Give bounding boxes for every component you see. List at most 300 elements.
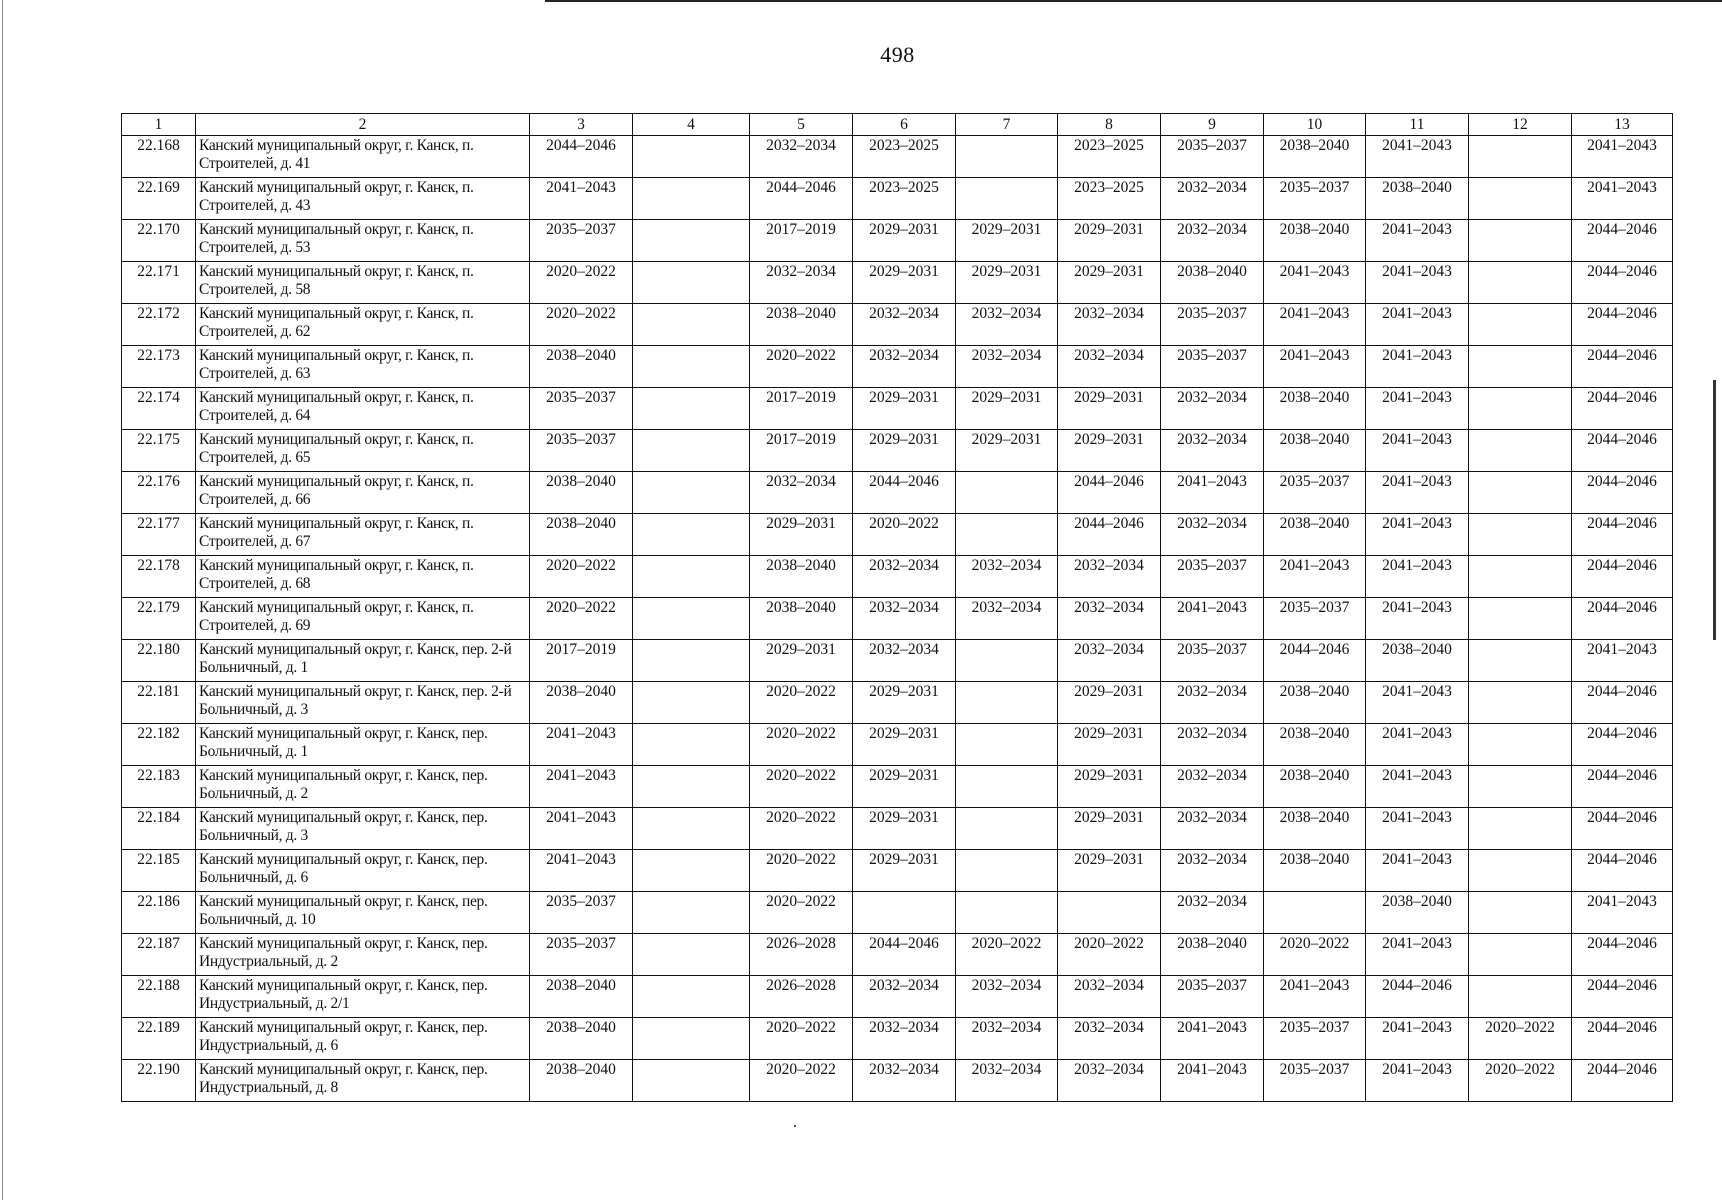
table-row: [122, 766, 1673, 808]
period-cell-col-3: 2038–2040: [530, 1060, 633, 1102]
period-cell-col-4: [633, 850, 750, 892]
period-cell-col-5: 2017–2019: [750, 430, 853, 472]
period-cell-col-9: 2041–2043: [1161, 1060, 1264, 1102]
period-cell-col-10: 2041–2043: [1264, 976, 1366, 1018]
period-cell-col-9: 2032–2034: [1161, 514, 1264, 556]
row-number-cell: 22.188: [122, 976, 196, 1018]
period-cell-col-11: 2038–2040: [1366, 178, 1469, 220]
period-cell-col-7: [956, 178, 1058, 220]
column-header-9: 9: [1161, 114, 1264, 136]
table-row: [122, 1060, 1673, 1102]
period-cell-col-11: 2041–2043: [1366, 514, 1469, 556]
table-row: [122, 640, 1673, 682]
row-number-cell: 22.190: [122, 1060, 196, 1102]
period-cell-col-13: 2044–2046: [1572, 1060, 1673, 1102]
period-cell-col-7: 2020–2022: [956, 934, 1058, 976]
period-cell-col-12: [1469, 598, 1572, 640]
period-cell-col-12: [1469, 514, 1572, 556]
period-cell-col-12: [1469, 346, 1572, 388]
period-cell-col-5: 2020–2022: [750, 682, 853, 724]
column-header-13: 13: [1572, 114, 1673, 136]
period-cell-col-3: 2035–2037: [530, 934, 633, 976]
period-cell-col-6: 2032–2034: [853, 1018, 956, 1060]
row-number-cell: 22.182: [122, 724, 196, 766]
row-number-cell: 22.185: [122, 850, 196, 892]
period-cell-col-9: 2035–2037: [1161, 556, 1264, 598]
period-cell-col-10: 2038–2040: [1264, 850, 1366, 892]
address-cell: Канский муниципальный округ, г. Канск, п. Строителей, д. 67: [196, 514, 530, 556]
period-cell-col-7: [956, 766, 1058, 808]
period-cell-col-13: 2044–2046: [1572, 304, 1673, 346]
table-row: [122, 934, 1673, 976]
period-cell-col-4: [633, 472, 750, 514]
period-cell-col-11: 2041–2043: [1366, 934, 1469, 976]
scan-edge-line: [2, 0, 3, 1200]
period-cell-col-6: 2029–2031: [853, 724, 956, 766]
period-cell-col-12: [1469, 220, 1572, 262]
table-row: [122, 1018, 1673, 1060]
period-cell-col-8: 2044–2046: [1058, 514, 1161, 556]
period-cell-col-5: 2032–2034: [750, 262, 853, 304]
row-number-cell: 22.179: [122, 598, 196, 640]
row-number-cell: 22.174: [122, 388, 196, 430]
period-cell-col-13: 2044–2046: [1572, 598, 1673, 640]
row-number-cell: 22.172: [122, 304, 196, 346]
period-cell-col-10: 2035–2037: [1264, 472, 1366, 514]
table-header: [122, 114, 1673, 136]
column-header-7: 7: [956, 114, 1058, 136]
period-cell-col-3: 2020–2022: [530, 304, 633, 346]
period-cell-col-7: [956, 472, 1058, 514]
period-cell-col-13: 2044–2046: [1572, 514, 1673, 556]
period-cell-col-11: 2044–2046: [1366, 976, 1469, 1018]
period-cell-col-7: 2029–2031: [956, 430, 1058, 472]
period-cell-col-3: 2020–2022: [530, 262, 633, 304]
period-cell-col-8: 2032–2034: [1058, 976, 1161, 1018]
address-cell: Канский муниципальный округ, г. Канск, п. Строителей, д. 62: [196, 304, 530, 346]
period-cell-col-11: 2038–2040: [1366, 640, 1469, 682]
table-row: [122, 724, 1673, 766]
period-cell-col-6: 2032–2034: [853, 346, 956, 388]
period-cell-col-10: 2041–2043: [1264, 262, 1366, 304]
period-cell-col-4: [633, 1060, 750, 1102]
row-number-cell: 22.177: [122, 514, 196, 556]
period-cell-col-4: [633, 934, 750, 976]
schedule-table: [121, 113, 1673, 1102]
column-header-10: 10: [1264, 114, 1366, 136]
period-cell-col-7: 2029–2031: [956, 262, 1058, 304]
period-cell-col-6: 2044–2046: [853, 934, 956, 976]
period-cell-col-12: [1469, 934, 1572, 976]
period-cell-col-6: 2029–2031: [853, 388, 956, 430]
top-rule: [545, 0, 1722, 2]
period-cell-col-3: 2038–2040: [530, 346, 633, 388]
table-row: [122, 220, 1673, 262]
period-cell-col-5: 2020–2022: [750, 892, 853, 934]
period-cell-col-13: 2044–2046: [1572, 346, 1673, 388]
address-cell: Канский муниципальный округ, г. Канск, пер. Индустриальный, д. 8: [196, 1060, 530, 1102]
period-cell-col-8: 2029–2031: [1058, 766, 1161, 808]
table-row: [122, 178, 1673, 220]
column-header-5: 5: [750, 114, 853, 136]
period-cell-col-12: [1469, 136, 1572, 178]
period-cell-col-10: 2041–2043: [1264, 304, 1366, 346]
period-cell-col-6: 2032–2034: [853, 598, 956, 640]
table-body: [122, 136, 1673, 1102]
period-cell-col-10: 2035–2037: [1264, 598, 1366, 640]
period-cell-col-8: 2029–2031: [1058, 220, 1161, 262]
period-cell-col-8: [1058, 892, 1161, 934]
period-cell-col-3: 2038–2040: [530, 976, 633, 1018]
period-cell-col-6: 2029–2031: [853, 262, 956, 304]
period-cell-col-5: 2029–2031: [750, 514, 853, 556]
period-cell-col-6: 2032–2034: [853, 976, 956, 1018]
period-cell-col-9: 2032–2034: [1161, 682, 1264, 724]
period-cell-col-5: 2017–2019: [750, 220, 853, 262]
period-cell-col-8: 2032–2034: [1058, 598, 1161, 640]
period-cell-col-8: 2032–2034: [1058, 640, 1161, 682]
table-row: [122, 976, 1673, 1018]
period-cell-col-3: 2020–2022: [530, 556, 633, 598]
period-cell-col-13: 2044–2046: [1572, 850, 1673, 892]
table-row: [122, 262, 1673, 304]
address-cell: Канский муниципальный округ, г. Канск, п. Строителей, д. 66: [196, 472, 530, 514]
period-cell-col-12: [1469, 724, 1572, 766]
period-cell-col-6: 2029–2031: [853, 808, 956, 850]
period-cell-col-13: 2044–2046: [1572, 430, 1673, 472]
row-number-cell: 22.181: [122, 682, 196, 724]
period-cell-col-12: [1469, 556, 1572, 598]
period-cell-col-5: 2020–2022: [750, 1018, 853, 1060]
period-cell-col-10: 2035–2037: [1264, 178, 1366, 220]
period-cell-col-11: 2041–2043: [1366, 682, 1469, 724]
period-cell-col-4: [633, 346, 750, 388]
period-cell-col-8: 2029–2031: [1058, 682, 1161, 724]
period-cell-col-11: 2038–2040: [1366, 892, 1469, 934]
address-cell: Канский муниципальный округ, г. Канск, п. Строителей, д. 68: [196, 556, 530, 598]
period-cell-col-10: 2035–2037: [1264, 1060, 1366, 1102]
period-cell-col-9: 2041–2043: [1161, 472, 1264, 514]
period-cell-col-13: 2044–2046: [1572, 934, 1673, 976]
period-cell-col-12: [1469, 388, 1572, 430]
period-cell-col-13: 2041–2043: [1572, 136, 1673, 178]
period-cell-col-13: 2044–2046: [1572, 766, 1673, 808]
period-cell-col-7: 2029–2031: [956, 388, 1058, 430]
row-number-cell: 22.169: [122, 178, 196, 220]
table-row: [122, 556, 1673, 598]
period-cell-col-12: [1469, 304, 1572, 346]
period-cell-col-5: 2032–2034: [750, 136, 853, 178]
row-number-cell: 22.178: [122, 556, 196, 598]
scan-edge-mark: [1713, 380, 1716, 640]
period-cell-col-3: 2035–2037: [530, 430, 633, 472]
period-cell-col-11: 2041–2043: [1366, 262, 1469, 304]
period-cell-col-6: 2029–2031: [853, 430, 956, 472]
table-row: [122, 850, 1673, 892]
period-cell-col-4: [633, 304, 750, 346]
period-cell-col-12: [1469, 850, 1572, 892]
period-cell-col-8: 2029–2031: [1058, 850, 1161, 892]
row-number-cell: 22.186: [122, 892, 196, 934]
period-cell-col-6: 2029–2031: [853, 766, 956, 808]
period-cell-col-7: [956, 640, 1058, 682]
period-cell-col-12: 2020–2022: [1469, 1060, 1572, 1102]
period-cell-col-4: [633, 136, 750, 178]
period-cell-col-11: 2041–2043: [1366, 220, 1469, 262]
address-cell: Канский муниципальный округ, г. Канск, п. Строителей, д. 41: [196, 136, 530, 178]
scan-speck: [794, 1125, 796, 1127]
period-cell-col-3: 2038–2040: [530, 1018, 633, 1060]
period-cell-col-5: 2020–2022: [750, 808, 853, 850]
page-number: 498: [880, 42, 915, 67]
period-cell-col-8: 2032–2034: [1058, 1060, 1161, 1102]
period-cell-col-4: [633, 724, 750, 766]
period-cell-col-7: 2032–2034: [956, 556, 1058, 598]
address-cell: Канский муниципальный округ, г. Канск, п. Строителей, д. 43: [196, 178, 530, 220]
period-cell-col-3: 2038–2040: [530, 682, 633, 724]
period-cell-col-11: 2041–2043: [1366, 850, 1469, 892]
period-cell-col-7: 2032–2034: [956, 976, 1058, 1018]
period-cell-col-4: [633, 892, 750, 934]
table-row: [122, 472, 1673, 514]
table-row: [122, 808, 1673, 850]
period-cell-col-9: 2032–2034: [1161, 808, 1264, 850]
table-row: [122, 514, 1673, 556]
period-cell-col-7: [956, 850, 1058, 892]
column-header-8: 8: [1058, 114, 1161, 136]
period-cell-col-3: 2044–2046: [530, 136, 633, 178]
period-cell-col-9: 2032–2034: [1161, 892, 1264, 934]
period-cell-col-9: 2038–2040: [1161, 934, 1264, 976]
period-cell-col-9: 2032–2034: [1161, 430, 1264, 472]
period-cell-col-13: 2044–2046: [1572, 388, 1673, 430]
period-cell-col-10: 2038–2040: [1264, 136, 1366, 178]
period-cell-col-4: [633, 1018, 750, 1060]
period-cell-col-8: 2029–2031: [1058, 808, 1161, 850]
period-cell-col-10: 2038–2040: [1264, 430, 1366, 472]
period-cell-col-3: 2041–2043: [530, 178, 633, 220]
period-cell-col-12: [1469, 640, 1572, 682]
period-cell-col-9: 2038–2040: [1161, 262, 1264, 304]
period-cell-col-11: 2041–2043: [1366, 472, 1469, 514]
period-cell-col-5: 2032–2034: [750, 472, 853, 514]
period-cell-col-13: 2044–2046: [1572, 682, 1673, 724]
period-cell-col-7: [956, 514, 1058, 556]
period-cell-col-5: 2020–2022: [750, 1060, 853, 1102]
column-header-6: 6: [853, 114, 956, 136]
period-cell-col-10: 2038–2040: [1264, 388, 1366, 430]
period-cell-col-7: [956, 808, 1058, 850]
period-cell-col-7: [956, 136, 1058, 178]
period-cell-col-5: 2026–2028: [750, 976, 853, 1018]
period-cell-col-6: 2023–2025: [853, 178, 956, 220]
period-cell-col-10: 2044–2046: [1264, 640, 1366, 682]
period-cell-col-9: 2041–2043: [1161, 598, 1264, 640]
period-cell-col-9: 2032–2034: [1161, 388, 1264, 430]
period-cell-col-11: 2041–2043: [1366, 556, 1469, 598]
period-cell-col-4: [633, 388, 750, 430]
table-row: [122, 682, 1673, 724]
period-cell-col-8: 2032–2034: [1058, 304, 1161, 346]
period-cell-col-11: 2041–2043: [1366, 724, 1469, 766]
period-cell-col-8: 2044–2046: [1058, 472, 1161, 514]
period-cell-col-8: 2032–2034: [1058, 556, 1161, 598]
period-cell-col-7: [956, 724, 1058, 766]
period-cell-col-8: 2029–2031: [1058, 262, 1161, 304]
period-cell-col-5: 2017–2019: [750, 388, 853, 430]
period-cell-col-10: 2041–2043: [1264, 346, 1366, 388]
period-cell-col-5: 2029–2031: [750, 640, 853, 682]
row-number-cell: 22.173: [122, 346, 196, 388]
table-row: [122, 304, 1673, 346]
period-cell-col-13: 2044–2046: [1572, 808, 1673, 850]
table-row: [122, 388, 1673, 430]
address-cell: Канский муниципальный округ, г. Канск, пер. 2-й Больничный, д. 1: [196, 640, 530, 682]
address-cell: Канский муниципальный округ, г. Канск, пер. Больничный, д. 3: [196, 808, 530, 850]
period-cell-col-5: 2020–2022: [750, 724, 853, 766]
column-header-4: 4: [633, 114, 750, 136]
period-cell-col-11: 2041–2043: [1366, 136, 1469, 178]
address-cell: Канский муниципальный округ, г. Канск, п. Строителей, д. 69: [196, 598, 530, 640]
period-cell-col-10: 2038–2040: [1264, 766, 1366, 808]
period-cell-col-9: 2035–2037: [1161, 976, 1264, 1018]
period-cell-col-3: 2041–2043: [530, 724, 633, 766]
period-cell-col-4: [633, 430, 750, 472]
period-cell-col-4: [633, 766, 750, 808]
period-cell-col-5: 2038–2040: [750, 556, 853, 598]
column-header-3: 3: [530, 114, 633, 136]
period-cell-col-7: 2032–2034: [956, 346, 1058, 388]
row-number-cell: 22.168: [122, 136, 196, 178]
period-cell-col-7: 2032–2034: [956, 1060, 1058, 1102]
period-cell-col-5: 2038–2040: [750, 304, 853, 346]
period-cell-col-6: 2029–2031: [853, 682, 956, 724]
period-cell-col-3: 2038–2040: [530, 472, 633, 514]
period-cell-col-12: [1469, 892, 1572, 934]
period-cell-col-12: [1469, 976, 1572, 1018]
address-cell: Канский муниципальный округ, г. Канск, п. Строителей, д. 53: [196, 220, 530, 262]
period-cell-col-8: 2020–2022: [1058, 934, 1161, 976]
period-cell-col-4: [633, 640, 750, 682]
row-number-cell: 22.187: [122, 934, 196, 976]
period-cell-col-8: 2032–2034: [1058, 346, 1161, 388]
address-cell: Канский муниципальный округ, г. Канск, пер. 2-й Больничный, д. 3: [196, 682, 530, 724]
period-cell-col-5: 2026–2028: [750, 934, 853, 976]
period-cell-col-3: 2041–2043: [530, 850, 633, 892]
period-cell-col-6: 2020–2022: [853, 514, 956, 556]
period-cell-col-9: 2032–2034: [1161, 724, 1264, 766]
period-cell-col-8: 2029–2031: [1058, 430, 1161, 472]
period-cell-col-9: 2035–2037: [1161, 640, 1264, 682]
period-cell-col-7: 2032–2034: [956, 1018, 1058, 1060]
table-row: [122, 430, 1673, 472]
period-cell-col-4: [633, 808, 750, 850]
period-cell-col-12: [1469, 178, 1572, 220]
period-cell-col-4: [633, 178, 750, 220]
period-cell-col-8: 2023–2025: [1058, 178, 1161, 220]
period-cell-col-6: 2032–2034: [853, 304, 956, 346]
period-cell-col-9: 2035–2037: [1161, 136, 1264, 178]
period-cell-col-6: 2032–2034: [853, 556, 956, 598]
period-cell-col-3: 2035–2037: [530, 892, 633, 934]
period-cell-col-4: [633, 514, 750, 556]
period-cell-col-5: 2038–2040: [750, 598, 853, 640]
period-cell-col-9: 2032–2034: [1161, 220, 1264, 262]
period-cell-col-6: 2029–2031: [853, 850, 956, 892]
period-cell-col-13: 2041–2043: [1572, 892, 1673, 934]
period-cell-col-13: 2044–2046: [1572, 262, 1673, 304]
address-cell: Канский муниципальный округ, г. Канск, п. Строителей, д. 64: [196, 388, 530, 430]
period-cell-col-9: 2032–2034: [1161, 178, 1264, 220]
period-cell-col-8: 2029–2031: [1058, 388, 1161, 430]
period-cell-col-7: 2032–2034: [956, 598, 1058, 640]
period-cell-col-9: 2035–2037: [1161, 346, 1264, 388]
table-row: [122, 598, 1673, 640]
period-cell-col-4: [633, 220, 750, 262]
address-cell: Канский муниципальный округ, г. Канск, пер. Больничный, д. 2: [196, 766, 530, 808]
period-cell-col-11: 2041–2043: [1366, 304, 1469, 346]
period-cell-col-9: 2032–2034: [1161, 766, 1264, 808]
period-cell-col-3: 2035–2037: [530, 388, 633, 430]
period-cell-col-3: 2038–2040: [530, 514, 633, 556]
period-cell-col-3: 2020–2022: [530, 598, 633, 640]
period-cell-col-13: 2044–2046: [1572, 976, 1673, 1018]
address-cell: Канский муниципальный округ, г. Канск, пер. Индустриальный, д. 6: [196, 1018, 530, 1060]
period-cell-col-4: [633, 598, 750, 640]
column-header-12: 12: [1469, 114, 1572, 136]
period-cell-col-12: 2020–2022: [1469, 1018, 1572, 1060]
period-cell-col-3: 2035–2037: [530, 220, 633, 262]
address-cell: Канский муниципальный округ, г. Канск, пер. Больничный, д. 1: [196, 724, 530, 766]
period-cell-col-12: [1469, 430, 1572, 472]
address-cell: Канский муниципальный округ, г. Канск, пер. Больничный, д. 6: [196, 850, 530, 892]
period-cell-col-4: [633, 682, 750, 724]
period-cell-col-11: 2041–2043: [1366, 598, 1469, 640]
row-number-cell: 22.180: [122, 640, 196, 682]
period-cell-col-12: [1469, 682, 1572, 724]
period-cell-col-11: 2041–2043: [1366, 388, 1469, 430]
period-cell-col-10: 2038–2040: [1264, 514, 1366, 556]
period-cell-col-5: 2020–2022: [750, 346, 853, 388]
row-number-cell: 22.184: [122, 808, 196, 850]
period-cell-col-6: 2032–2034: [853, 640, 956, 682]
address-cell: Канский муниципальный округ, г. Канск, п. Строителей, д. 65: [196, 430, 530, 472]
column-header-2: 2: [196, 114, 530, 136]
period-cell-col-4: [633, 262, 750, 304]
address-cell: Канский муниципальный округ, г. Канск, п. Строителей, д. 58: [196, 262, 530, 304]
period-cell-col-8: 2029–2031: [1058, 724, 1161, 766]
period-cell-col-5: 2044–2046: [750, 178, 853, 220]
address-cell: Канский муниципальный округ, г. Канск, пер. Индустриальный, д. 2/1: [196, 976, 530, 1018]
period-cell-col-10: [1264, 892, 1366, 934]
period-cell-col-11: 2041–2043: [1366, 808, 1469, 850]
period-cell-col-7: 2032–2034: [956, 304, 1058, 346]
period-cell-col-11: 2041–2043: [1366, 1060, 1469, 1102]
table-row: [122, 346, 1673, 388]
period-cell-col-9: 2035–2037: [1161, 304, 1264, 346]
period-cell-col-10: 2041–2043: [1264, 556, 1366, 598]
period-cell-col-8: 2032–2034: [1058, 1018, 1161, 1060]
period-cell-col-10: 2038–2040: [1264, 724, 1366, 766]
period-cell-col-7: [956, 682, 1058, 724]
period-cell-col-6: [853, 892, 956, 934]
period-cell-col-12: [1469, 808, 1572, 850]
header-row: [122, 114, 1673, 136]
period-cell-col-4: [633, 556, 750, 598]
period-cell-col-6: 2023–2025: [853, 136, 956, 178]
period-cell-col-11: 2041–2043: [1366, 430, 1469, 472]
period-cell-col-12: [1469, 766, 1572, 808]
